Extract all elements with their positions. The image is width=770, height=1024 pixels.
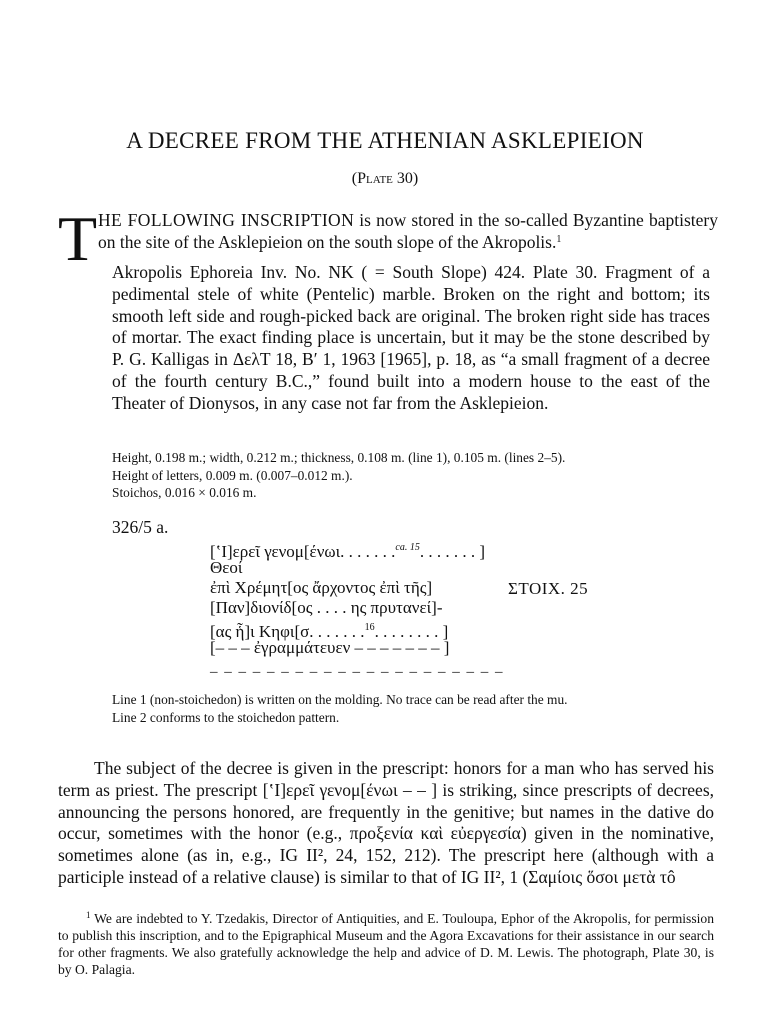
inscription-date: 326/5 a. xyxy=(112,517,169,537)
broken-line-dashes: – – – – – – – – – – – – – – – – – – – – – xyxy=(210,664,504,680)
object-description: Akropolis Ephoreia Inv. No. NK ( = South Slope) 424. Plate 30. Fragment of a pedimental stele of white (Pentelic) marble. Broken on the right and bottom; its smooth left side and rough-picked back are original. The broken right side has traces of mortar. The exact finding place is uncertain, but it may be the stone described by P. G. Kalligas in ΔελΤ 18, Β′ 1, 1963 [1965], p. 18, as “a small fragment of a decree of the fourth century B.C.,” found built into a modern house to the east of the Theater of Dionysos, in any case not far from the Asklepieion. xyxy=(112,262,710,413)
body-text xyxy=(58,758,714,889)
footnote-text: We are indebted to Y. Tzedakis, Director of Antiquities, and E. Touloupa, Ephor of the Akropolis, for permission to publish this inscription, and to the Epigraphical Museum and the Agora Excavations for their assistance in our search for other fragments. We also gratefully acknowledge the help and advice of D. M. Lewis. The photograph, Plate 30, is by O. Palagia. xyxy=(58,911,714,977)
intro-caps: HE FOLLOWING INSCRIPTION xyxy=(98,210,355,230)
footnote xyxy=(58,907,714,978)
stoichedon-label: ΣΤΟΙΧ. 25 xyxy=(508,579,589,598)
intro-text: is now stored in the so-called Byzantine baptistery on the site of the Asklepieion on the south slope of the Akropolis. xyxy=(98,210,718,252)
inscription-line-2: Θεοί xyxy=(210,558,243,577)
inscription-line-6: [– – – ἐγραμμάτευεν – – – – – – – ] xyxy=(210,638,450,657)
footnote-number: 1 xyxy=(86,910,91,920)
inscription-text xyxy=(210,538,485,658)
inscription-line-4: [Παν]διονίδ[ος . . . . ης πρυτανεί]- xyxy=(210,598,443,617)
note-line: Line 1 (non-stoichedon) is written on the molding. No trace can be read after the mu. xyxy=(112,692,568,707)
inscription-line-1: [ʽΙ]ερεῖ γενομ[ένωι. . . . . . .$^{ca. 15}$. . . . . . . ] xyxy=(210,542,486,561)
epigraphical-notes xyxy=(112,691,568,727)
lacuna-count: ca. 15 xyxy=(395,542,420,553)
measurement-line: Height, 0.198 m.; width, 0.212 m.; thickness, 0.108 m. (line 1), 0.105 m. (lines 2–5). xyxy=(112,450,566,465)
footnote-ref[interactable]: 1 xyxy=(556,234,562,245)
measurement-line: Height of letters, 0.009 m. (0.007–0.012 m.). xyxy=(112,467,353,483)
plate-label: (Plate 30) xyxy=(351,170,419,187)
lacuna-count: 16 xyxy=(364,622,375,633)
measurements xyxy=(112,449,712,502)
drop-cap: T xyxy=(58,203,98,274)
inscription-line-3: ἐπὶ Χρέμητ[ος ἄρχοντος ἐπὶ τῆς] xyxy=(210,578,433,597)
inscription-line-5: [ας ἧ]ι Κηφι[σ. . . . . . .$^{16}$. . . . . . . . ] xyxy=(210,622,449,641)
body-paragraph: The subject of the decree is given in the prescript: honors for a man who has served his term as priest. The prescript [ʽΙ]ερεῖ γενομ[ένωι – – ] is striking, since prescripts of decrees, announcing the persons honored, are frequently in the genitive; but names in the dative do occur, sometimes with the honor (e.g., προξενία καὶ εὐεργεσία) given in the nominative, sometimes alone (as in, e.g., IG II², 24, 152, 212). The prescript here (although with a participle instead of a relative clause) is similar to that of IG II², 1 (Σαμίοις ὅσοι μετὰ τô xyxy=(58,758,714,887)
measurement-line: Stoichos, 0.016 × 0.016 m. xyxy=(112,485,257,500)
article-title: A DECREE FROM THE ATHENIAN ASKLEPIEION xyxy=(126,128,644,153)
note-line: Line 2 conforms to the stoichedon pattern. xyxy=(112,710,340,725)
intro-paragraph xyxy=(98,209,718,253)
